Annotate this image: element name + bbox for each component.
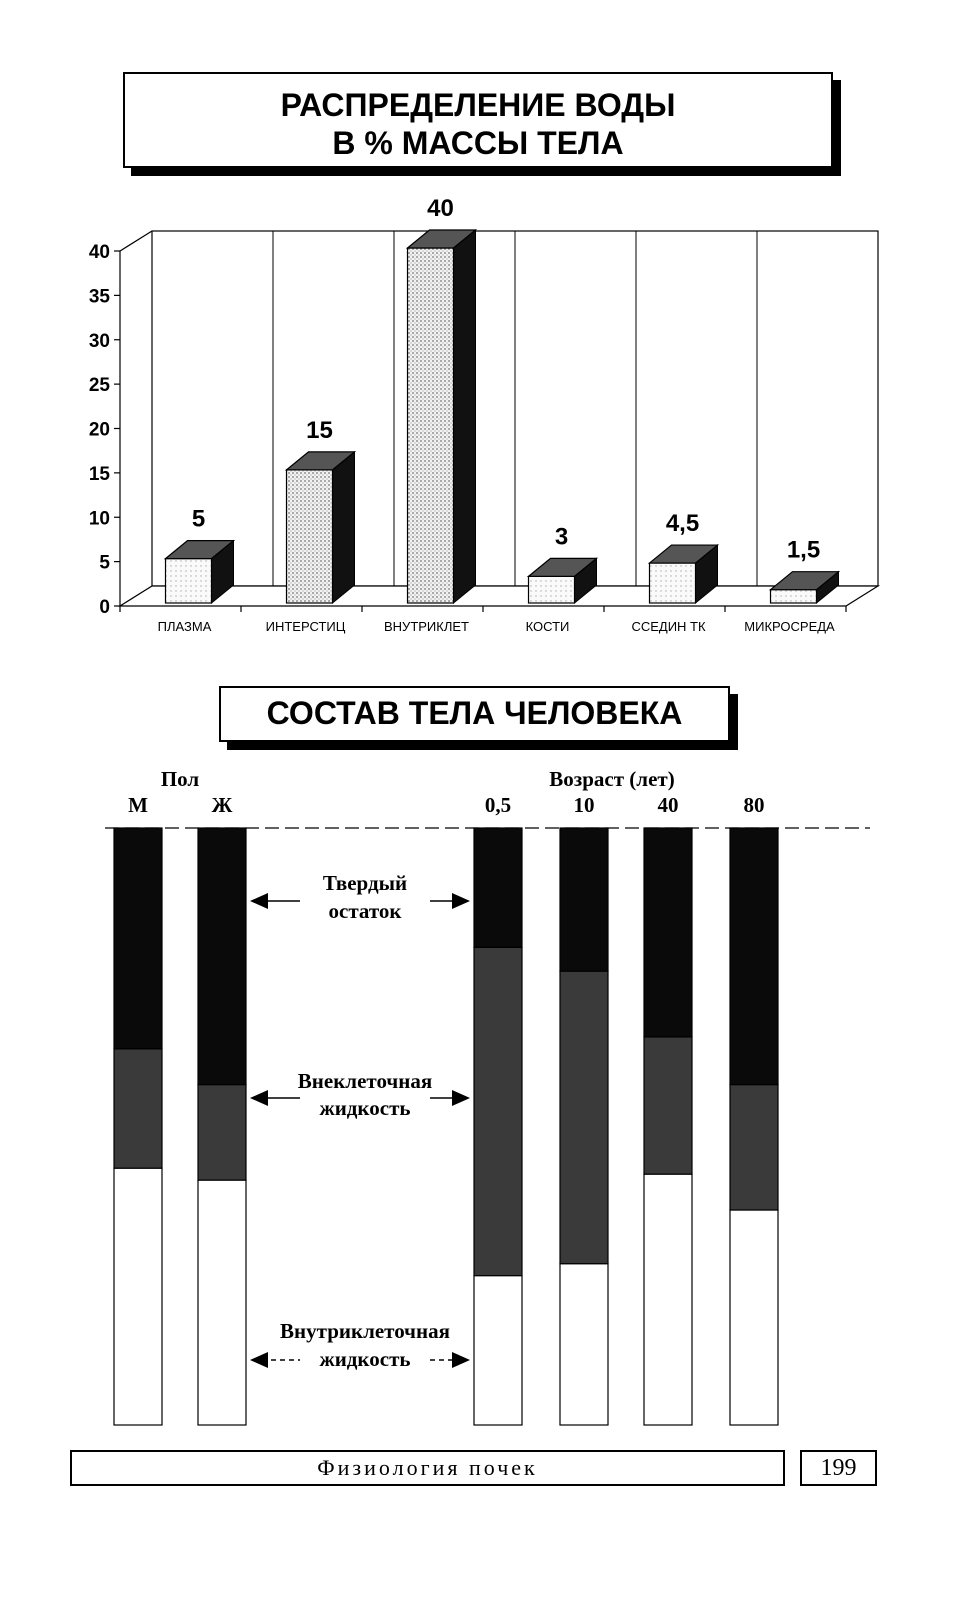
- data-label: 15: [306, 416, 333, 444]
- arrowhead-right: [452, 1352, 470, 1368]
- arrowhead-right: [452, 893, 470, 909]
- data-label: 4,5: [665, 510, 700, 538]
- y-tick-label: 0: [99, 597, 110, 618]
- group-label: Пол: [160, 767, 200, 791]
- bar-segment: [198, 1085, 246, 1181]
- bar-segment: [198, 828, 246, 1085]
- bar-segment: [474, 1276, 522, 1425]
- bar-segment: [560, 828, 608, 971]
- category-label: 10: [573, 793, 595, 817]
- category-label: МИКРОСРЕДА: [744, 619, 835, 634]
- bar-segment: [644, 828, 692, 1037]
- category-label: ВНУТРИКЛЕТ: [384, 619, 469, 634]
- category-label: Ж: [211, 793, 233, 817]
- y-tick-label: 15: [88, 463, 110, 485]
- bar-segment: [474, 828, 522, 947]
- chart1-title-line1: РАСПРЕДЕЛЕНИЕ ВОДЫ: [280, 87, 676, 123]
- category-label: 80: [743, 793, 765, 817]
- chart2-title: СОСТАВ ТЕЛА ЧЕЛОВЕКА: [219, 686, 730, 742]
- category-label: ССЕДИН ТК: [631, 619, 706, 634]
- bar-segment: [730, 1085, 778, 1210]
- annotation-line1: Твердый: [322, 871, 408, 895]
- category-label: ПЛАЗМА: [157, 619, 212, 634]
- bar-segment: [114, 1049, 162, 1168]
- footer-title: Физиология почек: [70, 1450, 785, 1486]
- chart1-title-line2: В % МАССЫ ТЕЛА: [332, 125, 624, 161]
- arrowhead-left: [250, 1352, 268, 1368]
- category-label: М: [128, 793, 148, 817]
- bar-segment: [114, 1168, 162, 1425]
- annotation-line2: жидкость: [319, 1096, 411, 1120]
- annotation-line1: Внеклеточная: [297, 1069, 433, 1093]
- arrowhead-left: [250, 1090, 268, 1106]
- category-label: 40: [657, 793, 679, 817]
- annotation-line2: жидкость: [319, 1347, 411, 1371]
- bar-segment: [730, 828, 778, 1085]
- bar-segment: [560, 971, 608, 1264]
- bar-segment: [198, 1180, 246, 1425]
- data-label: 40: [427, 195, 454, 222]
- y-tick-label: 40: [88, 242, 110, 263]
- category-label: КОСТИ: [525, 619, 570, 634]
- annotation-line1: Внутриклеточная: [280, 1319, 450, 1343]
- data-label: 5: [191, 505, 206, 533]
- bar-segment: [114, 828, 162, 1049]
- data-label: 1,5: [786, 536, 821, 564]
- annotation-line2: остаток: [328, 899, 402, 923]
- group-label: Возраст (лет): [549, 767, 675, 791]
- y-tick-label: 25: [88, 375, 110, 397]
- bar-segment: [474, 947, 522, 1275]
- y-tick-label: 5: [99, 552, 110, 574]
- y-tick-label: 35: [88, 286, 110, 308]
- y-tick-label: 30: [88, 330, 110, 352]
- arrowhead-right: [452, 1090, 470, 1106]
- data-label: 3: [554, 523, 569, 551]
- bar-segment: [644, 1174, 692, 1425]
- bar-segment: [644, 1037, 692, 1174]
- arrowhead-left: [250, 893, 268, 909]
- bar-segment: [560, 1264, 608, 1425]
- category-label: ИНТЕРСТИЦ: [265, 619, 346, 634]
- category-label: 0,5: [484, 793, 512, 817]
- y-tick-label: 10: [88, 508, 110, 530]
- y-tick-label: 20: [88, 419, 110, 441]
- page-number: 199: [800, 1450, 877, 1486]
- bar-segment: [730, 1210, 778, 1425]
